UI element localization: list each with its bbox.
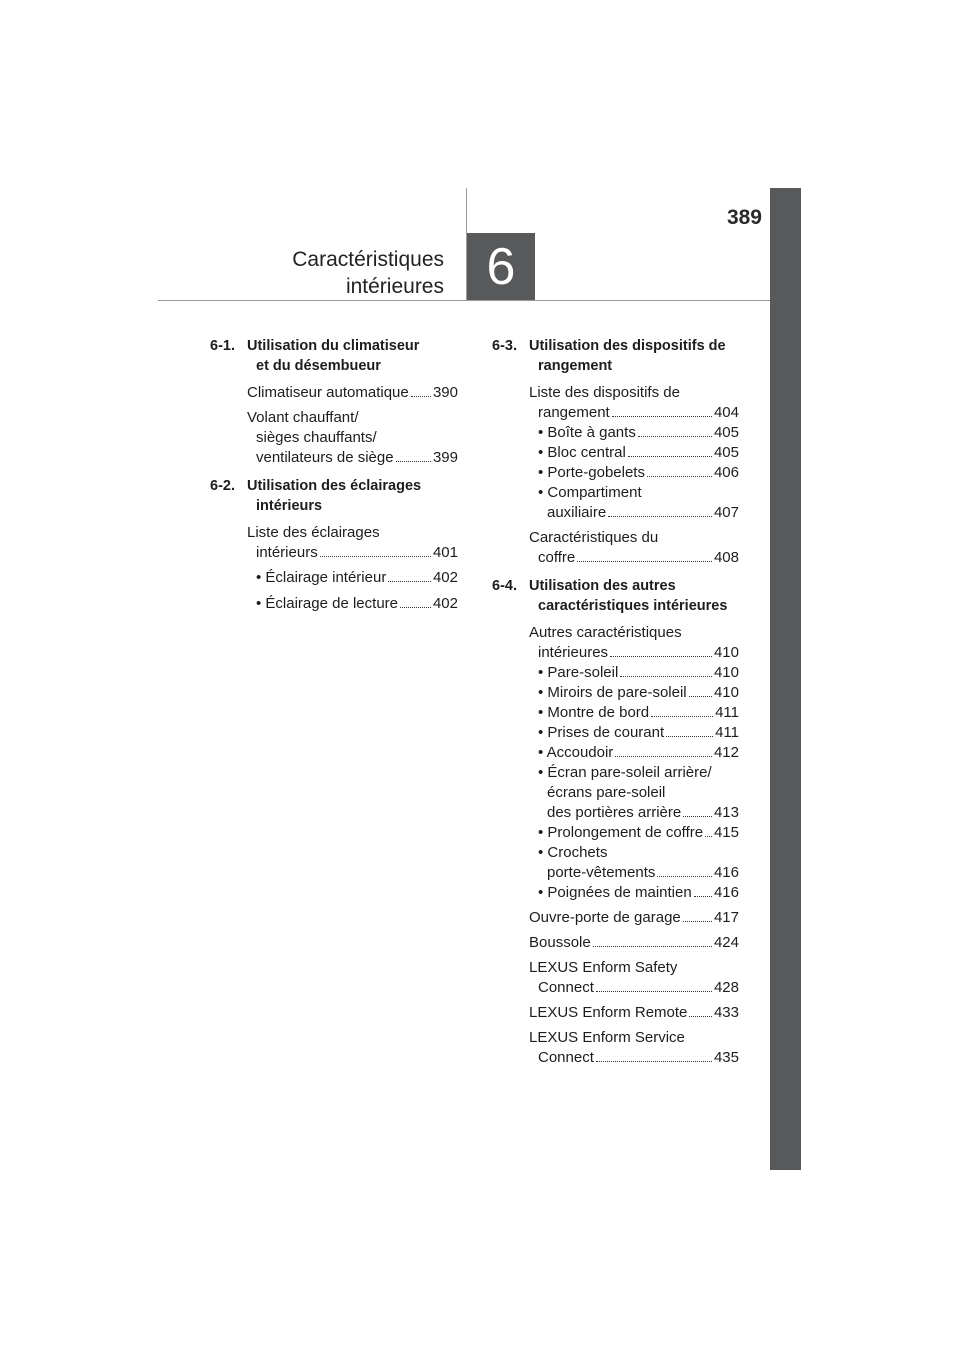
- toc-section-title: [529, 336, 739, 376]
- toc-entry-line[interactable]: [529, 703, 739, 723]
- toc-sub-list: [529, 423, 739, 523]
- toc-entry-text: Climatiseur automatique: [247, 384, 409, 401]
- toc-page-number: 433: [713, 1004, 739, 1021]
- toc-entry-line[interactable]: [529, 1048, 739, 1068]
- toc-section-title-line: Utilisation des autres: [529, 578, 676, 594]
- toc-sub-entry[interactable]: [529, 743, 739, 763]
- toc-entry-text: Liste des éclairages: [247, 524, 380, 541]
- dot-leader: [705, 836, 712, 837]
- toc-entry-line[interactable]: [529, 743, 739, 763]
- dot-leader: [411, 396, 431, 397]
- toc-page-number: 410: [713, 644, 739, 661]
- dot-leader: [689, 696, 712, 697]
- toc-entry[interactable]: [529, 908, 739, 928]
- toc-section-title-line: rangement: [538, 358, 613, 374]
- toc-entry[interactable]: [529, 933, 739, 953]
- dot-leader: [596, 991, 712, 992]
- toc-entry-text: • Bloc central: [538, 444, 626, 461]
- toc-sub-list: [529, 663, 739, 903]
- toc-entry[interactable]: [529, 958, 739, 998]
- toc-section-heading[interactable]: [210, 336, 458, 376]
- toc-entry-text: Ouvre-porte de garage: [529, 909, 681, 926]
- dot-leader: [596, 1061, 712, 1062]
- toc-sub-entry[interactable]: [529, 883, 739, 903]
- chapter-side-tab: [770, 188, 801, 1170]
- toc-entry-text: Autres caractéristiques: [529, 624, 682, 641]
- toc-entry-text: coffre: [538, 549, 576, 566]
- toc-entry-line[interactable]: [529, 883, 739, 903]
- toc-section: [210, 476, 458, 614]
- toc-page-number: 402: [432, 569, 458, 586]
- toc-entry-line[interactable]: [529, 908, 739, 928]
- toc-page-number: 415: [713, 824, 739, 841]
- toc-entry-text: Connect: [538, 979, 594, 996]
- toc-entry-text: auxiliaire: [547, 504, 607, 521]
- toc-sub-entry[interactable]: [529, 463, 739, 483]
- toc-entry-text: • Porte-gobelets: [538, 464, 645, 481]
- dot-leader: [683, 921, 712, 922]
- toc-entry-text: intérieurs: [256, 544, 318, 561]
- toc-section-heading[interactable]: [210, 476, 458, 516]
- toc-page-number: 411: [715, 724, 739, 741]
- toc-section: [492, 576, 739, 1068]
- toc-page-number: 406: [713, 464, 739, 481]
- toc-entry-text: sièges chauffants/: [256, 429, 377, 446]
- toc-section-title-line: Utilisation des dispositifs de: [529, 338, 726, 354]
- toc-section-title-line: Utilisation des éclairages: [247, 478, 422, 494]
- toc-entry-line[interactable]: [529, 933, 739, 953]
- toc-entry-line[interactable]: [529, 443, 739, 463]
- toc-page-number: 424: [713, 934, 739, 951]
- toc-page-number: 416: [713, 884, 739, 901]
- toc-entry-line[interactable]: [247, 383, 458, 403]
- toc-entry-line[interactable]: [529, 863, 739, 883]
- toc-page-number: 411: [715, 704, 739, 721]
- toc-entry-text: • Prises de courant: [538, 724, 665, 741]
- toc-entry-text: ventilateurs de siège: [256, 449, 394, 466]
- toc-section-number: 6-4.: [492, 578, 517, 594]
- toc-entry-text: • Pare-soleil: [538, 664, 619, 681]
- toc-entry-text: Liste des dispositifs de: [529, 384, 680, 401]
- toc-entries: [529, 623, 739, 1068]
- dot-leader: [689, 1016, 712, 1017]
- toc-entry-text: • Écran pare-soleil arrière/: [538, 764, 712, 781]
- toc-sub-entry[interactable]: [529, 703, 739, 723]
- toc-section-heading[interactable]: [492, 336, 739, 376]
- toc-entry-text: • Éclairage intérieur: [256, 569, 387, 586]
- header-horizontal-rule: [158, 300, 770, 301]
- toc-sub-entry[interactable]: [529, 843, 739, 883]
- dot-leader: [400, 607, 431, 608]
- dot-leader: [683, 816, 712, 817]
- toc-page-number: 404: [713, 404, 739, 421]
- toc-entry-text: LEXUS Enform Safety: [529, 959, 678, 976]
- toc-entry-line[interactable]: [529, 1003, 739, 1023]
- dot-leader: [638, 436, 712, 437]
- toc-page-number: 410: [713, 664, 739, 681]
- dot-leader: [657, 876, 712, 877]
- toc-entry-line[interactable]: [529, 663, 739, 683]
- toc-entry[interactable]: [529, 1003, 739, 1023]
- toc-entry[interactable]: [247, 523, 458, 563]
- toc-page-number: 402: [432, 595, 458, 612]
- toc-entry-text: Boussole: [529, 934, 591, 951]
- toc-entry-text: • Boîte à gants: [538, 424, 636, 441]
- toc-entry[interactable]: [529, 383, 739, 523]
- toc-sub-entry[interactable]: [529, 723, 739, 743]
- toc-section-title-line: et du désembueur: [256, 358, 381, 374]
- toc-entry-line[interactable]: [529, 683, 739, 703]
- toc-page-number: 410: [713, 684, 739, 701]
- dot-leader: [396, 461, 431, 462]
- toc-entry-text: • Accoudoir: [538, 744, 614, 761]
- toc-page-number: 428: [713, 979, 739, 996]
- toc-section-number: 6-2.: [210, 478, 235, 494]
- toc-entry-text: • Éclairage de lecture: [256, 595, 398, 612]
- toc-entry-text: • Miroirs de pare-soleil: [538, 684, 687, 701]
- dot-leader: [651, 716, 713, 717]
- toc-entry-text: Connect: [538, 1049, 594, 1066]
- toc-entry-line[interactable]: [529, 643, 739, 663]
- toc-page-number: 405: [713, 444, 739, 461]
- toc-entry-text: Volant chauffant/: [247, 409, 359, 426]
- toc-sub-entry[interactable]: [529, 763, 739, 823]
- dot-leader: [612, 416, 712, 417]
- toc-entry-line[interactable]: [529, 803, 739, 823]
- dot-leader: [608, 516, 712, 517]
- toc-entry-line[interactable]: [247, 448, 458, 468]
- toc-left-column: [210, 336, 458, 622]
- toc-entry-text: des portières arrière: [547, 804, 682, 821]
- toc-sub-entry[interactable]: [529, 483, 739, 523]
- toc-entry-line[interactable]: [529, 978, 739, 998]
- toc-entry-line[interactable]: [529, 423, 739, 443]
- dot-leader: [694, 896, 712, 897]
- toc-entry-text: LEXUS Enform Service: [529, 1029, 685, 1046]
- dot-leader: [615, 756, 712, 757]
- toc-entries: [247, 523, 458, 614]
- toc-sub-entry[interactable]: [529, 443, 739, 463]
- toc-entries: [529, 383, 739, 568]
- toc-entry[interactable]: [529, 1028, 739, 1068]
- toc-entry-line[interactable]: [247, 568, 458, 588]
- toc-page-number: 390: [432, 384, 458, 401]
- toc-page-number: 416: [713, 864, 739, 881]
- toc-entry-text: • Poignées de maintien: [538, 884, 692, 901]
- toc-sub-entry[interactable]: [529, 663, 739, 683]
- dot-leader: [577, 561, 712, 562]
- toc-entry-line[interactable]: [529, 823, 739, 843]
- toc-entry-text: Caractéristiques du: [529, 529, 659, 546]
- toc-entry[interactable]: [247, 568, 458, 588]
- toc-section-title: [529, 576, 739, 616]
- dot-leader: [628, 456, 712, 457]
- toc-entry[interactable]: [247, 408, 458, 468]
- dot-leader: [666, 736, 713, 737]
- toc-entry-line[interactable]: [529, 723, 739, 743]
- toc-section-title: [247, 476, 458, 516]
- toc-page-number: 401: [432, 544, 458, 561]
- toc-entry-text: • Crochets: [538, 844, 608, 861]
- toc-sub-entry[interactable]: [529, 683, 739, 703]
- section-title-line-1: Caractéristiques: [292, 248, 444, 271]
- toc-page-number: 407: [713, 504, 739, 521]
- toc-entry[interactable]: [247, 383, 458, 403]
- toc-entry-line[interactable]: [529, 548, 739, 568]
- toc-entry[interactable]: [529, 528, 739, 568]
- toc-sub-entry[interactable]: [529, 423, 739, 443]
- toc-entry-line[interactable]: [247, 594, 458, 614]
- toc-section-number: 6-3.: [492, 338, 517, 354]
- toc-section-title: [247, 336, 458, 376]
- toc-entries: [247, 383, 458, 468]
- toc-section-title-line: Utilisation du climatiseur: [247, 338, 420, 354]
- toc-section: [210, 336, 458, 468]
- toc-page-number: 399: [432, 449, 458, 466]
- toc-section-title-line: intérieurs: [256, 498, 323, 514]
- toc-page-number: 412: [713, 744, 739, 761]
- section-title-line-2: intérieures: [345, 275, 444, 298]
- toc-entry-line[interactable]: [247, 543, 458, 563]
- toc-entry-text: LEXUS Enform Remote: [529, 1004, 688, 1021]
- dot-leader: [320, 556, 431, 557]
- chapter-number-box: [467, 233, 535, 300]
- toc-page-number: 417: [713, 909, 739, 926]
- toc-page-number: 408: [713, 549, 739, 566]
- dot-leader: [388, 581, 431, 582]
- toc-entry[interactable]: [529, 623, 739, 903]
- toc-right-column: [492, 336, 739, 1076]
- toc-section: [492, 336, 739, 568]
- toc-entry-line[interactable]: [529, 503, 739, 523]
- toc-sub-entry[interactable]: [529, 823, 739, 843]
- toc-entry-line[interactable]: [529, 463, 739, 483]
- toc-entry-text: • Montre de bord: [538, 704, 650, 721]
- chapter-number: 6: [486, 237, 516, 296]
- toc-entry-text: rangement: [538, 404, 610, 421]
- toc-entry-text: • Compartiment: [538, 484, 642, 501]
- page-number: 389: [726, 206, 762, 229]
- dot-leader: [620, 676, 712, 677]
- toc-section-number: 6-1.: [210, 338, 235, 354]
- toc-page-number: 413: [713, 804, 739, 821]
- toc-entry-text: porte-vêtements: [547, 864, 656, 881]
- toc-entry-text: intérieures: [538, 644, 609, 661]
- dot-leader: [610, 656, 712, 657]
- dot-leader: [647, 476, 712, 477]
- toc-section-title-line: caractéristiques intérieures: [538, 598, 728, 614]
- toc-entry-text: écrans pare-soleil: [547, 784, 666, 801]
- toc-page-number: 435: [713, 1049, 739, 1066]
- toc-entry-line[interactable]: [529, 403, 739, 423]
- section-title: [200, 246, 444, 300]
- toc-entry-text: • Prolongement de coffre: [538, 824, 704, 841]
- toc-page-number: 405: [713, 424, 739, 441]
- toc-section-heading[interactable]: [492, 576, 739, 616]
- toc-entry[interactable]: [247, 594, 458, 614]
- dot-leader: [593, 946, 712, 947]
